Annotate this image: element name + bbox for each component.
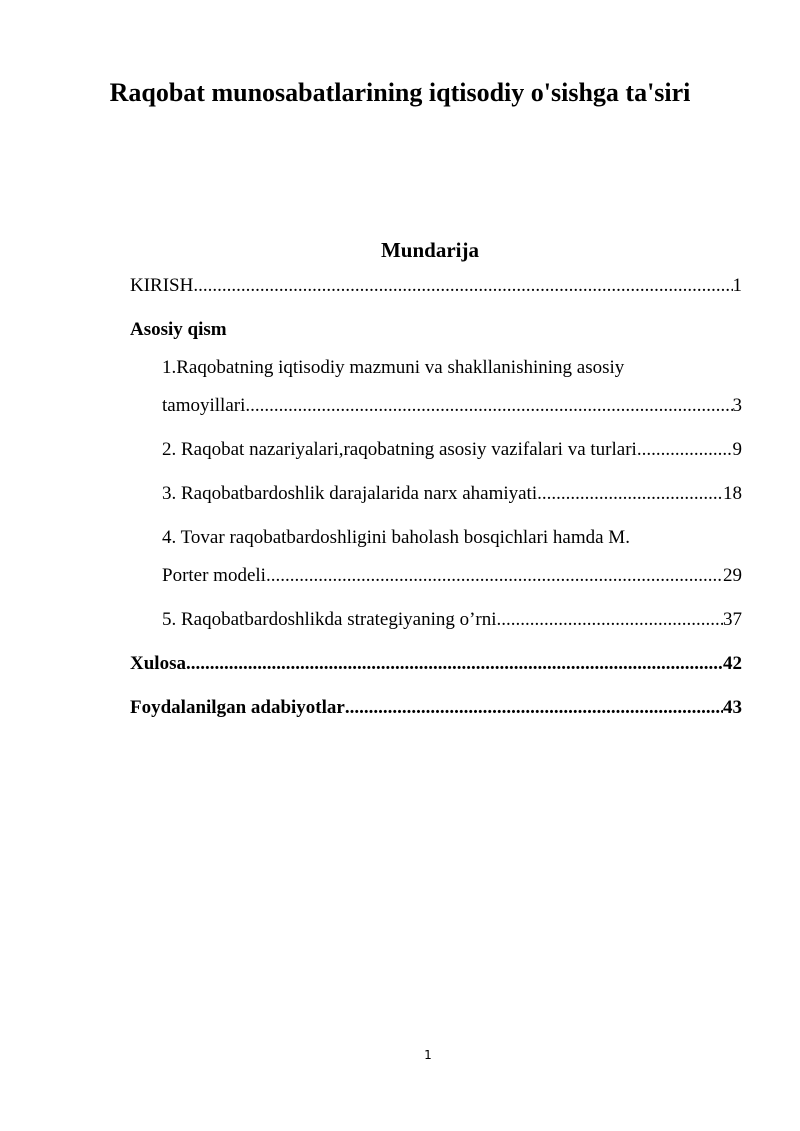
toc-entry-item2 — [162, 436, 742, 464]
toc-entry-page: 43 — [723, 697, 742, 718]
toc-entry-label: KIRISH — [130, 275, 194, 296]
toc-entry-label-line2: Porter modeli — [162, 565, 266, 586]
toc-entry-line2 — [162, 562, 742, 590]
toc-entry-label: Xulosa — [130, 653, 186, 674]
toc-entry-item5 — [162, 606, 742, 634]
document-title: Raqobat munosabatlarining iqtisodiy o'sishga ta'siri — [109, 78, 691, 107]
toc-entry-label: 2. Raqobat nazariyalari,raqobatning asosiy vazifalari va turlari — [162, 439, 637, 460]
toc-entry-page: 29 — [723, 565, 742, 586]
toc-section-heading: Asosiy qism — [130, 319, 227, 340]
toc-entry-line2 — [162, 392, 742, 420]
toc-heading: Mundarija — [380, 238, 479, 262]
toc-entry-item3 — [162, 480, 742, 508]
table-of-contents — [130, 272, 742, 722]
toc-leader-dots — [266, 562, 723, 590]
toc-entry-label: 3. Raqobatbardoshlik darajalarida narx ahamiyati — [162, 483, 538, 504]
toc-entry-label: Foydalanilgan adabiyotlar — [130, 697, 345, 718]
toc-entry-label: 5. Raqobatbardoshlikda strategiyaning o’rni — [162, 609, 497, 630]
toc-entry-kirish — [130, 272, 742, 300]
toc-entry-adabiyotlar — [130, 694, 742, 722]
toc-leader-dots — [637, 436, 733, 464]
toc-leader-dots — [345, 694, 723, 722]
toc-entry-page: 1 — [732, 275, 742, 296]
toc-entry-page: 42 — [723, 653, 742, 674]
toc-entry-page: 3 — [732, 395, 742, 416]
page-number: 1 — [424, 1048, 432, 1062]
toc-entry-page: 9 — [732, 439, 742, 460]
toc-entry-page: 18 — [723, 483, 742, 504]
toc-entry-label-line1: 4. Tovar raqobatbardoshligini baholash bosqichlari hamda M. — [162, 527, 630, 548]
toc-entry-page: 37 — [723, 609, 742, 630]
toc-leader-dots — [193, 272, 732, 300]
toc-leader-dots — [497, 606, 723, 634]
toc-entry-item4 — [162, 524, 742, 590]
toc-leader-dots — [537, 480, 723, 508]
toc-entry-label-line2: tamoyillari — [162, 395, 246, 416]
toc-entry-item1 — [162, 354, 742, 420]
toc-entry-xulosa — [130, 650, 742, 678]
toc-entry-label-line1: 1.Raqobatning iqtisodiy mazmuni va shakllanishining asosiy — [162, 357, 625, 378]
toc-leader-dots — [186, 650, 723, 678]
toc-leader-dots — [245, 392, 732, 420]
